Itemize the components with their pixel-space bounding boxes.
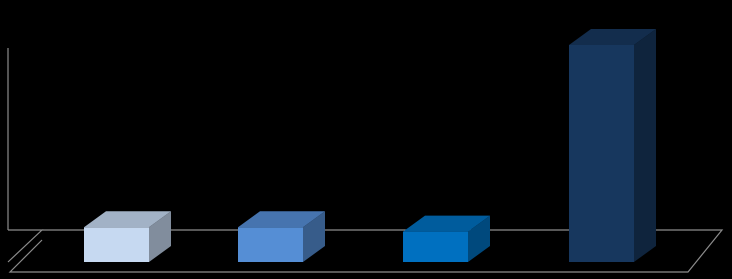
bar-front-face bbox=[84, 227, 149, 262]
chart-bars bbox=[84, 29, 656, 262]
bar-side-face bbox=[634, 29, 656, 262]
bar-1 bbox=[84, 211, 171, 262]
bar-front-face bbox=[238, 227, 303, 262]
bar-front-face bbox=[403, 232, 468, 262]
bar-4 bbox=[569, 29, 656, 262]
bar-front-face bbox=[569, 45, 634, 262]
bar-2 bbox=[238, 211, 325, 262]
bar-3 bbox=[403, 216, 490, 262]
